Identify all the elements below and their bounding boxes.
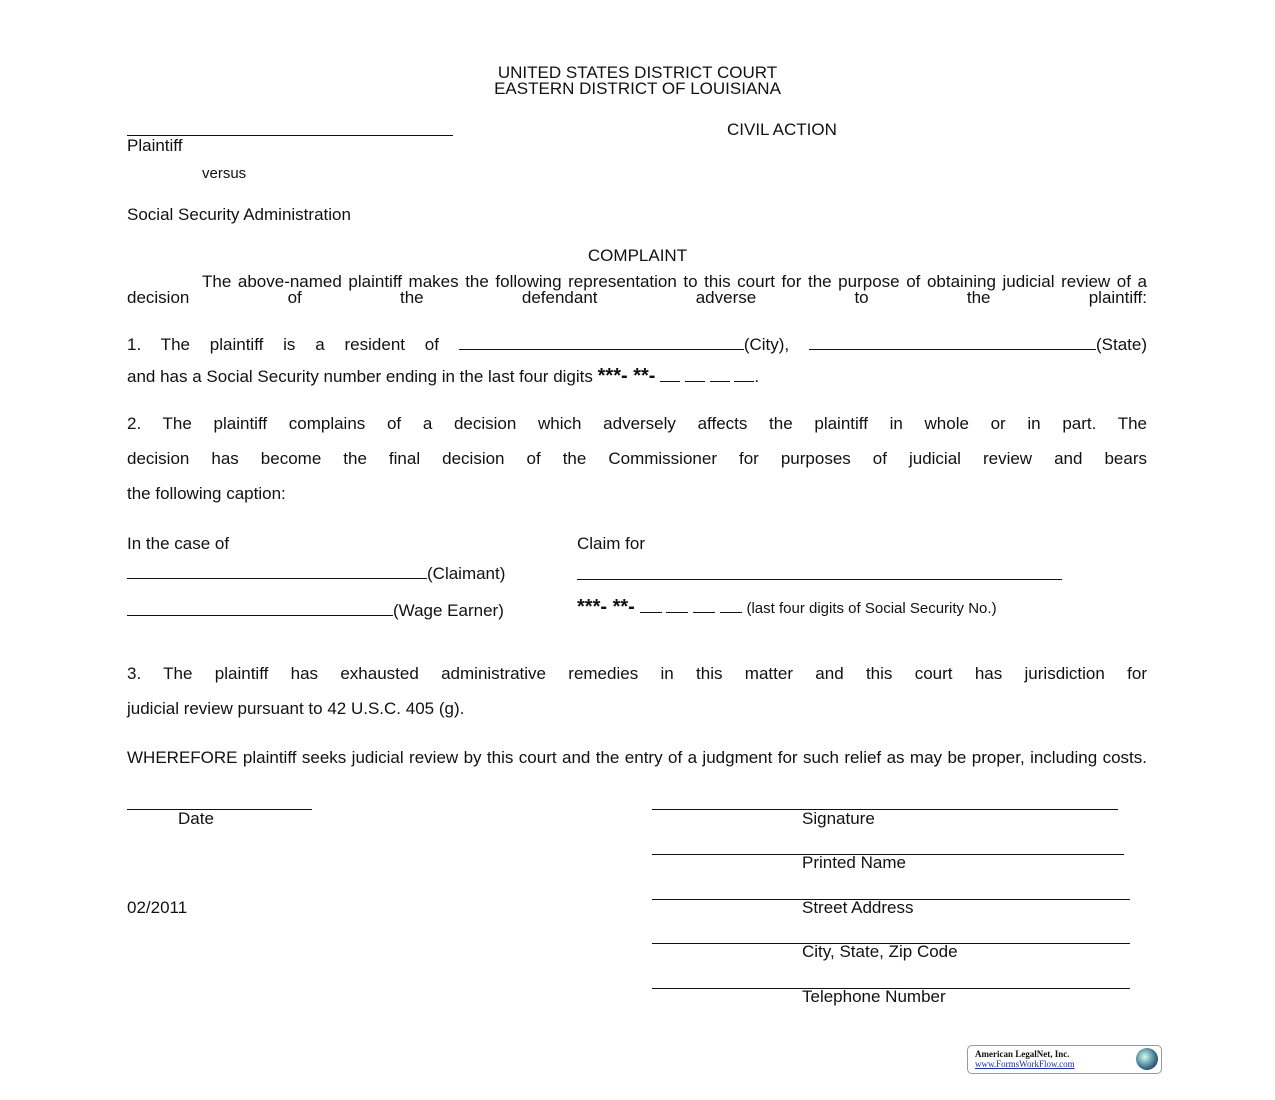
wage-earner-row xyxy=(127,601,504,619)
ssn-digit-3[interactable] xyxy=(710,367,730,382)
p1-text: 1. The plaintiff is a resident of xyxy=(127,335,439,354)
date-field[interactable] xyxy=(127,809,312,810)
civil-action-label: CIVIL ACTION xyxy=(727,120,837,139)
case-ssn-digit-3[interactable] xyxy=(693,598,715,613)
city-state-zip-label: City, State, Zip Code xyxy=(802,942,958,961)
signature-field[interactable] xyxy=(652,809,1118,810)
wherefore-paragraph: WHEREFORE plaintiff seeks judicial review by this court and the entry of a judgment for such relief as may be proper, including costs. xyxy=(127,748,1147,767)
case-ssn-digit-1[interactable] xyxy=(640,598,662,613)
street-address-label: Street Address xyxy=(802,898,914,917)
city-field[interactable] xyxy=(459,335,744,350)
district-name: EASTERN DISTRICT OF LOUISIANA xyxy=(494,79,781,98)
ssn-mask: ***- **- xyxy=(597,365,656,387)
plaintiff-label: Plaintiff xyxy=(127,136,183,155)
case-ssn-digit-2[interactable] xyxy=(666,598,688,613)
ssn-text: and has a Social Security number ending in the last four digits xyxy=(127,367,593,386)
claimant-row xyxy=(127,564,505,582)
paragraph-1-line-1 xyxy=(127,335,1147,353)
case-ssn-digit-4[interactable] xyxy=(720,598,742,613)
logo-url[interactable]: www.FormsWorkFlow.com xyxy=(975,1059,1075,1069)
state-field[interactable] xyxy=(809,335,1096,350)
city-label: (City), xyxy=(743,335,790,354)
paragraph-3-line-2: judicial review pursuant to 42 U.S.C. 405 (g). xyxy=(127,699,465,718)
document-title: COMPLAINT xyxy=(587,246,688,265)
state-label: (State) xyxy=(1095,335,1148,354)
logo-company: American LegalNet, Inc. xyxy=(975,1049,1070,1059)
case-ssn-row xyxy=(577,598,997,617)
court-name: UNITED STATES DISTRICT COURT xyxy=(497,63,778,82)
intro-paragraph: The above-named plaintiff makes the following representation to this court for the purpose of obtaining judicial review of a decision of the defendant adverse to the plaintiff: xyxy=(127,272,1147,307)
date-label: Date xyxy=(178,809,214,828)
paragraph-1-line-2 xyxy=(127,367,759,385)
wage-earner-field[interactable] xyxy=(127,601,393,616)
case-ssn-mask: ***- **- xyxy=(577,596,635,618)
form-date: 02/2011 xyxy=(127,898,188,917)
versus-label: versus xyxy=(202,165,247,182)
globe-icon xyxy=(1136,1048,1158,1070)
paragraph-3-line-1: 3. The plaintiff has exhausted administrative remedies in this matter and this court has jurisdiction for xyxy=(127,664,1147,683)
telephone-label: Telephone Number xyxy=(802,987,946,1006)
ssn-digit-2[interactable] xyxy=(685,367,705,382)
legalnet-logo[interactable] xyxy=(967,1045,1162,1074)
defendant-name: Social Security Administration xyxy=(127,205,351,224)
claim-for-label: Claim for xyxy=(577,534,646,553)
signature-label: Signature xyxy=(802,809,875,828)
claimant-label: (Claimant) xyxy=(427,564,506,583)
ssn-digit-4[interactable] xyxy=(734,367,754,382)
wage-earner-label: (Wage Earner) xyxy=(393,601,504,620)
in-case-label: In the case of xyxy=(127,534,230,553)
paragraph-2-line-3: the following caption: xyxy=(127,484,286,503)
ssn-digit-1[interactable] xyxy=(660,367,680,382)
period: . xyxy=(754,367,760,386)
printed-name-label: Printed Name xyxy=(802,853,906,872)
paragraph-2-line-2: decision has become the final decision of the Commissioner for purposes of judicial review and bears xyxy=(127,449,1147,468)
ssn-note: (last four digits of Social Security No.) xyxy=(746,600,997,617)
claim-for-field[interactable] xyxy=(577,579,1062,580)
paragraph-2-line-1: 2. The plaintiff complains of a decision which adversely affects the plaintiff in whole or in part. The xyxy=(127,414,1147,433)
claimant-field[interactable] xyxy=(127,564,427,579)
